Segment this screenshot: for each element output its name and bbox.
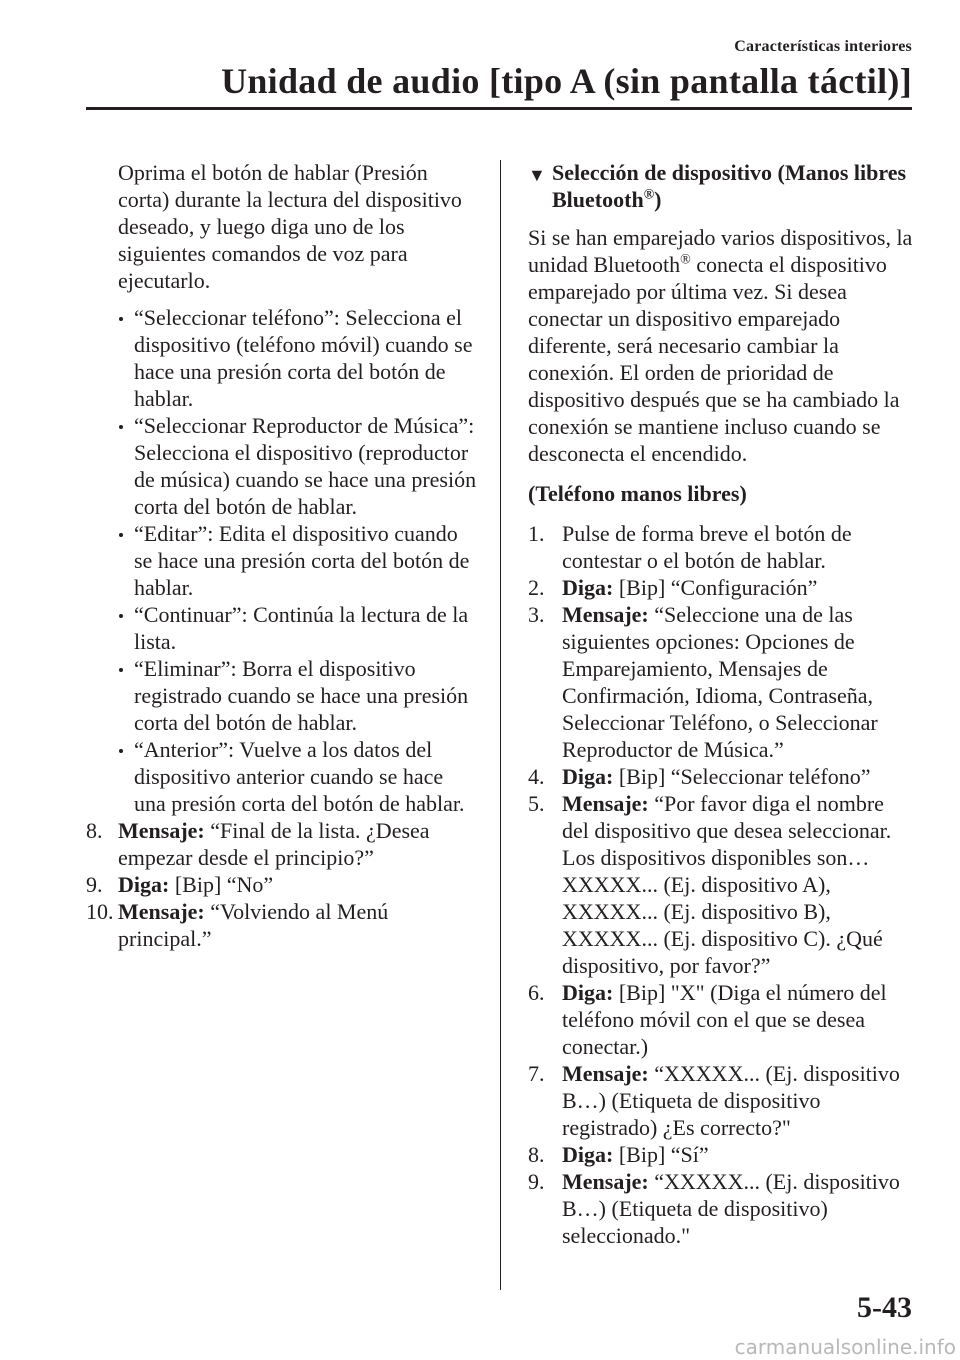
step-number: 6. <box>528 980 545 1005</box>
step-label: Mensaje: <box>562 791 649 816</box>
step-number: 2. <box>528 575 545 600</box>
step-number: 1. <box>528 521 545 546</box>
list-item <box>118 736 478 817</box>
step-number: 10. <box>86 899 114 924</box>
right-column <box>528 159 914 1249</box>
step-text: [Bip] “Seleccionar teléfono” <box>613 764 871 789</box>
list-item-text: “Continuar”: Continúa la lectura de la lista. <box>134 602 469 654</box>
step-label: Diga: <box>562 575 614 600</box>
step-label: Mensaje: <box>118 899 205 924</box>
bullet-icon <box>119 317 123 321</box>
section-heading-text: Selección de dispositivo (Manos libres Bluetooth <box>552 160 907 212</box>
step-label: Mensaje: <box>562 602 649 627</box>
step-text: “Seleccione una de las siguientes opciones: Opciones de Emparejamiento, Mensajes de Confirmación, Idioma, Contraseña, Seleccionar Teléfono, o Seleccionar Reproductor de Música.” <box>562 602 878 762</box>
step-number: 5. <box>528 791 545 816</box>
registered-mark: ® <box>680 252 691 268</box>
step-item <box>528 1141 914 1168</box>
list-item-text: “Seleccionar teléfono”: Selecciona el dispositivo (teléfono móvil) cuando se hace una presión corta del botón de hablar. <box>134 305 473 411</box>
command-list <box>86 304 478 817</box>
header-rule <box>86 107 912 110</box>
step-item <box>528 790 914 979</box>
step-label: Diga: <box>118 872 170 897</box>
step-text: [Bip] “No” <box>169 872 274 897</box>
step-item <box>528 574 914 601</box>
step-item <box>86 817 478 871</box>
registered-mark: ® <box>643 187 655 203</box>
step-label: Diga: <box>562 980 614 1005</box>
body-text-start: Si se han emparejado varios dispositivos, la unidad Bluetooth <box>528 225 913 277</box>
step-number: 8. <box>86 818 103 843</box>
step-item <box>528 763 914 790</box>
list-item-text: “Editar”: Edita el dispositivo cuando se hace una presión corta del botón de hablar. <box>134 521 470 600</box>
list-item-text: “Eliminar”: Borra el dispositivo registrado cuando se hace una presión corta del botón de hablar. <box>134 656 469 735</box>
subheading: (Teléfono manos libres) <box>528 481 747 506</box>
bullet-icon <box>119 425 123 429</box>
list-item <box>118 520 478 601</box>
intro-paragraph: Oprima el botón de hablar (Presión corta) durante la lectura del dispositivo deseado, y luego diga uno de los siguientes comandos de voz para ejecutarlo. <box>118 160 462 293</box>
bullet-icon <box>119 533 123 537</box>
step-item <box>528 979 914 1060</box>
step-text: “Volviendo al Menú principal.” <box>118 899 389 951</box>
left-column <box>86 159 478 952</box>
step-item <box>528 1168 914 1249</box>
step-text: “XXXXX... (Ej. dispositivo B…) (Etiqueta de dispositivo) seleccionado." <box>562 1169 900 1248</box>
column-divider <box>500 160 501 1290</box>
step-number: 8. <box>528 1142 545 1167</box>
step-number: 9. <box>528 1169 545 1194</box>
body-text-end: conecta el dispositivo emparejado por última vez. Si desea conectar un dispositivo emparejado diferente, será necesario cambiar la conexión. El orden de prioridad de dispositivo después que se ha cambiado la conexión se mantiene incluso cuando se desconecta el encendido. <box>528 252 900 466</box>
section-heading-end: ) <box>654 187 662 212</box>
step-item <box>528 601 914 763</box>
section-label: Características interiores <box>734 38 912 55</box>
watermark: carmanualsonline.info <box>734 1335 956 1359</box>
bullet-icon <box>119 749 123 753</box>
step-number: 4. <box>528 764 545 789</box>
list-item <box>118 412 478 520</box>
step-text: “XXXXX... (Ej. dispositivo B…) (Etiqueta de dispositivo registrado) ¿Es correcto?" <box>562 1061 900 1140</box>
step-item <box>528 520 914 574</box>
step-item <box>528 1060 914 1141</box>
step-text: [Bip] “Sí” <box>613 1142 709 1167</box>
step-item <box>86 871 478 898</box>
step-text: [Bip] “Configuración” <box>613 575 818 600</box>
list-item <box>118 655 478 736</box>
step-label: Mensaje: <box>562 1061 649 1086</box>
step-label: Mensaje: <box>118 818 205 843</box>
bullet-icon <box>119 668 123 672</box>
section-heading <box>528 159 914 213</box>
step-item <box>86 898 478 952</box>
triangle-down-icon: ▼ <box>528 165 546 185</box>
list-item <box>118 601 478 655</box>
list-item-text: “Seleccionar Reproductor de Música”: Selecciona el dispositivo (reproductor de música) cuando se hace una presión corta del botón de hablar. <box>134 413 477 519</box>
step-label: Diga: <box>562 1142 614 1167</box>
list-item-text: “Anterior”: Vuelve a los datos del dispositivo anterior cuando se hace una presión corta del botón de hablar. <box>134 737 465 816</box>
step-number: 7. <box>528 1061 545 1086</box>
body-paragraph <box>528 224 914 467</box>
step-text: “Final de la lista. ¿Desea empezar desde el principio?” <box>118 818 430 870</box>
step-label: Mensaje: <box>562 1169 649 1194</box>
step-text: Pulse de forma breve el botón de contestar o el botón de hablar. <box>562 521 852 573</box>
step-number: 3. <box>528 602 545 627</box>
step-label: Diga: <box>562 764 614 789</box>
list-item <box>118 304 478 412</box>
step-number: 9. <box>86 872 103 897</box>
page-title: Unidad de audio [tipo A (sin pantalla táctil)] <box>221 61 912 101</box>
step-text: [Bip] "X" (Diga el número del teléfono móvil con el que se desea conectar.) <box>562 980 887 1059</box>
page-number: 5-43 <box>857 1291 912 1324</box>
step-text: “Por favor diga el nombre del dispositivo que desea seleccionar. Los dispositivos disponibles son… XXXXX... (Ej. dispositivo A), XXXXX... (Ej. dispositivo B), XXXXX... (Ej. dispositivo C). ¿Qué dispositivo, por favor?” <box>562 791 892 978</box>
bullet-icon <box>119 614 123 618</box>
